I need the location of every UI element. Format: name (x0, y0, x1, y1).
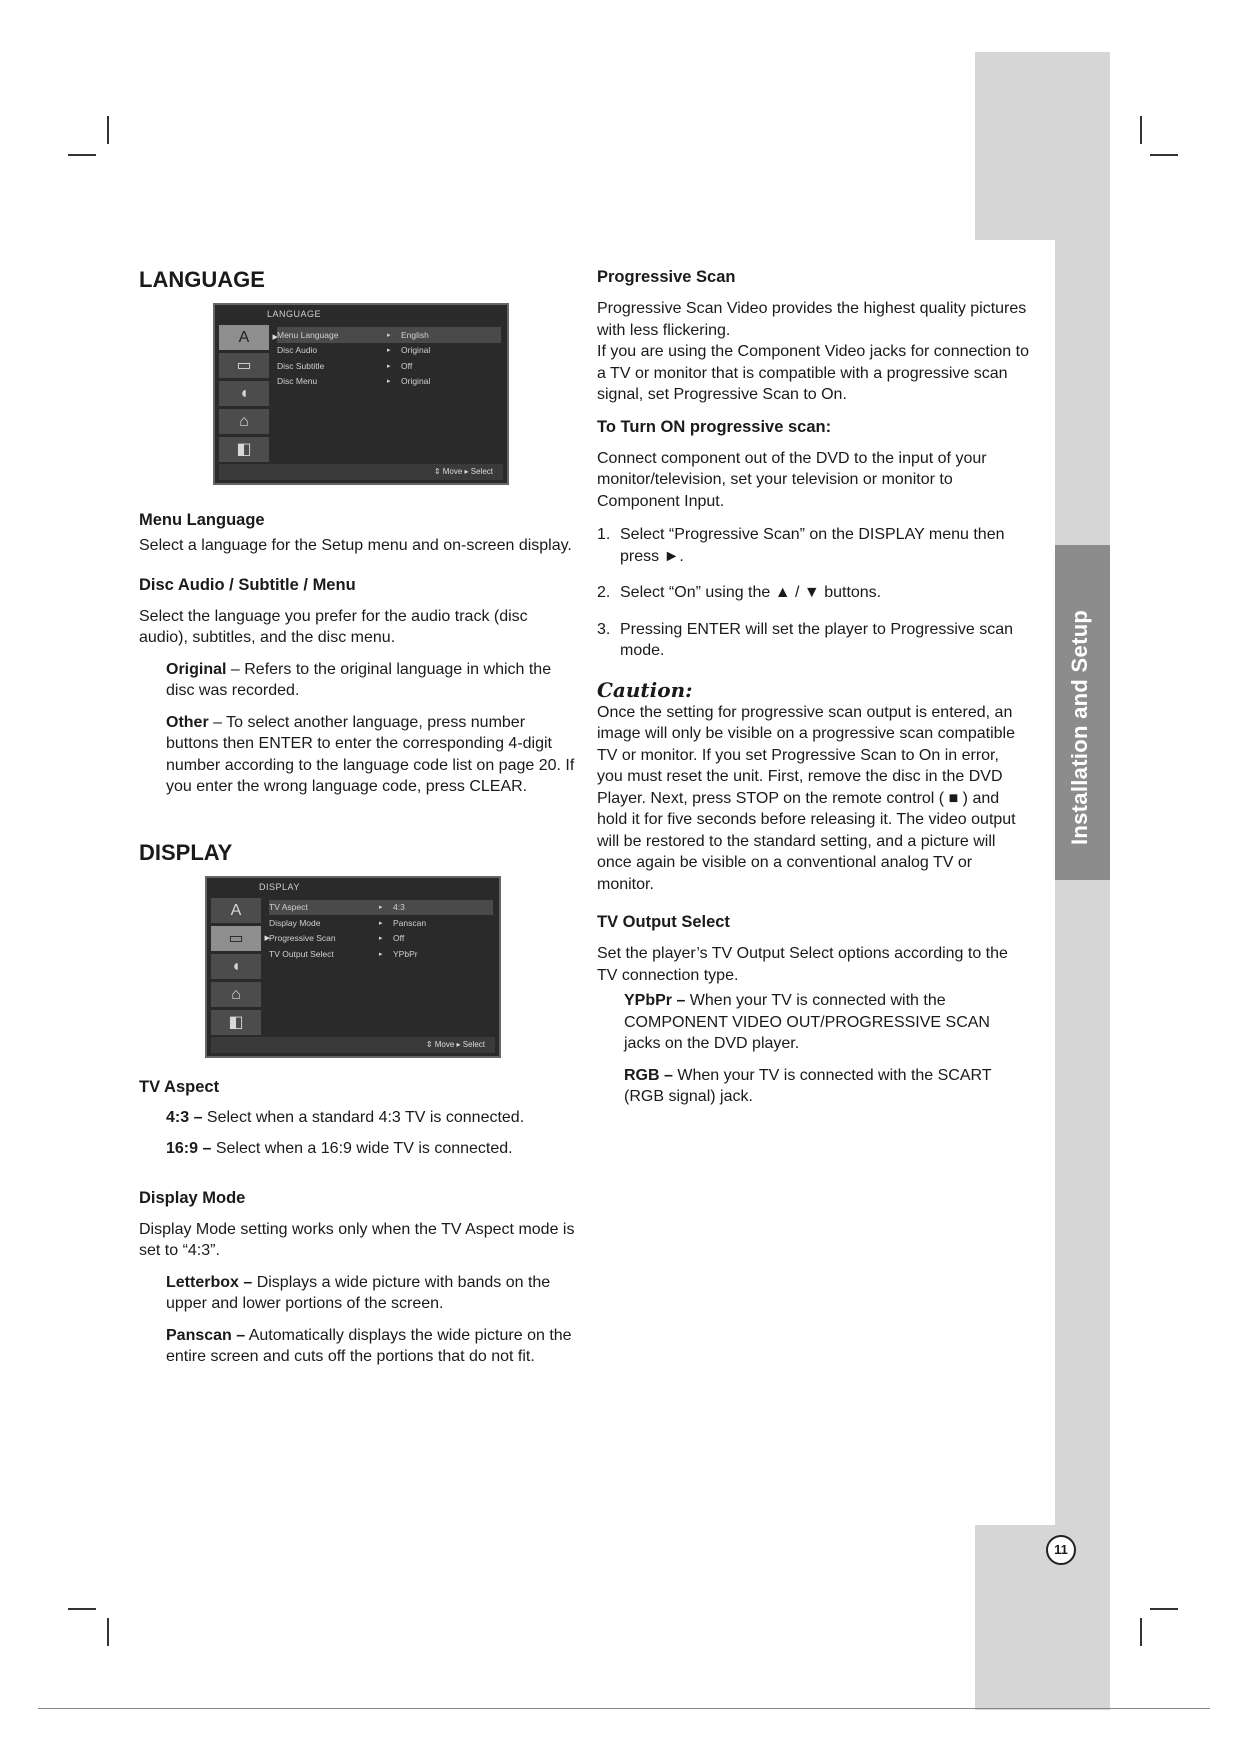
crop-mark (107, 1618, 109, 1646)
panscan-option (139, 1325, 579, 1368)
rgb-description: When your TV is connected with the SCART (RGB signal) jack. (624, 1066, 992, 1105)
original-option (139, 659, 579, 702)
panscan-description: Automatically displays the wide picture on the entire screen and cuts off the portions that do not fit. (166, 1326, 572, 1365)
language-icon: A ▸ (219, 325, 269, 350)
osd-row (277, 374, 501, 390)
sidebar-band-top (975, 52, 1110, 240)
page-number: 11 (1046, 1535, 1076, 1565)
crop-mark (107, 116, 109, 144)
tv-aspect-heading: TV Aspect (139, 1077, 220, 1096)
disc-audio-text: Select the language you prefer for the audio track (disc audio), subtitles, and the disc menu. (139, 607, 528, 646)
crop-mark (1140, 1618, 1142, 1646)
lock-icon: ⌂ (211, 982, 261, 1007)
osd-row-value: Original (401, 376, 431, 387)
osd-row (269, 946, 493, 962)
osd-row-value: YPbPr (393, 948, 418, 959)
osd-rows (277, 327, 501, 389)
language-icon: A (211, 898, 261, 923)
step-text: Pressing ENTER will set the player to Progressive scan mode. (620, 620, 1014, 659)
osd-row (269, 915, 493, 931)
disc-audio-subtitle-menu-heading: Disc Audio / Subtitle / Menu (139, 575, 356, 594)
language-menu-screenshot (213, 303, 509, 485)
aspect-43-description: Select when a standard 4:3 TV is connected. (202, 1108, 525, 1126)
original-description: – Refers to the original language in which the disc was recorded. (166, 660, 552, 699)
crop-mark (68, 154, 96, 156)
display-menu-screenshot (205, 876, 501, 1058)
caution-text: Once the setting for progressive scan output is entered, an image will only be visible on a progressive scan compatible TV or monitor. If you set Progressive Scan to On in error, you must reset the unit. First, remove the disc in the DVD Player. Next, press STOP on the remote control ( ■ ) and hold it for five seconds before releasing it. The video output will be restored to the standard setting, and a picture will once again be visible on a conventional analog TV or monitor. (597, 703, 1016, 893)
aspect-169-description: Select when a 16:9 wide TV is connected. (211, 1140, 513, 1157)
display-mode-heading: Display Mode (139, 1188, 246, 1207)
menu-language-text: Select a language for the Setup menu and on-screen display. (139, 537, 572, 554)
step-item (597, 524, 1029, 567)
crop-mark (68, 1608, 96, 1610)
osd-row (269, 931, 493, 947)
osd-footer: ⇕ Move ▸ Select (211, 1037, 495, 1053)
rgb-term: RGB – (624, 1066, 673, 1084)
progressive-scan-heading: Progressive Scan (597, 268, 736, 286)
osd-row-label: TV Output Select (269, 948, 334, 959)
menu-language-heading: Menu Language (139, 511, 265, 529)
crop-mark (1140, 116, 1142, 144)
osd-row-value: Off (393, 933, 405, 944)
osd-row-value: Off (401, 360, 413, 371)
letterbox-term: Letterbox – (166, 1273, 253, 1291)
osd-row-label: Disc Menu (277, 376, 318, 387)
step-text: Select “Progressive Scan” on the DISPLAY menu then press ►. (620, 526, 1005, 565)
osd-icon-column (219, 325, 269, 461)
osd-row-label: Menu Language (277, 329, 339, 340)
osd-footer: ⇕ Move ▸ Select (219, 464, 503, 480)
crop-mark (1150, 1608, 1178, 1610)
step-item (597, 582, 1029, 604)
osd-row-label: TV Aspect (269, 902, 308, 913)
panscan-term: Panscan – (166, 1326, 246, 1344)
audio-icon: ◖ (211, 954, 261, 979)
osd-row-arrow-icon: ▸ (387, 347, 391, 355)
osd-row-label: Disc Subtitle (277, 360, 325, 371)
osd-title: LANGUAGE (267, 309, 322, 319)
step-number: 1. (597, 526, 611, 543)
caution-title: Caution: (597, 677, 693, 702)
progressive-steps (597, 524, 1029, 662)
osd-row-label: Disc Audio (277, 345, 318, 356)
osd-row-arrow-icon: ▸ (387, 362, 391, 370)
osd-title: DISPLAY (259, 881, 300, 892)
osd-icon-column (211, 898, 261, 1034)
sidebar-band (1055, 240, 1110, 1525)
step-text: Select “On” using the ▲ / ▼ buttons. (620, 584, 882, 601)
ypbpr-term: YPbPr – (624, 992, 686, 1009)
step-item (597, 619, 1029, 662)
tv-output-text: Set the player’s TV Output Select options according to the TV connection type. (597, 945, 1008, 984)
osd-row-value: Original (401, 345, 431, 356)
others-icon: ◧ (219, 437, 269, 462)
other-description: – To select another language, press number buttons then ENTER to enter the corresponding 4-digit number according to the language code list on page 20. If you enter the wrong language code, press CLEAR. (166, 713, 575, 795)
osd-row-value: Panscan (393, 917, 427, 928)
step-number: 2. (597, 584, 611, 601)
tv-output-select-heading: TV Output Select (597, 913, 730, 931)
osd-row (277, 358, 501, 374)
section-tab-label: Installation and Setup (1067, 609, 1092, 845)
lock-icon: ⌂ (219, 409, 269, 434)
osd-row-arrow-icon: ▸ (379, 935, 383, 943)
original-term: Original (166, 660, 227, 678)
language-heading: LANGUAGE (139, 267, 265, 292)
crop-mark (1150, 154, 1178, 156)
osd-row-value: English (401, 329, 429, 340)
letterbox-description: Displays a wide picture with bands on the upper and lower portions of the screen. (166, 1273, 551, 1312)
turn-on-heading: To Turn ON progressive scan: (597, 417, 832, 436)
osd-row-label: Progressive Scan (269, 933, 336, 944)
osd-row-arrow-icon: ▸ (379, 919, 383, 927)
letterbox-option (139, 1272, 579, 1315)
osd-row (277, 343, 501, 359)
audio-icon: ◖ (219, 381, 269, 406)
other-option (139, 712, 579, 798)
ypbpr-description: When your TV is connected with the COMPONENT VIDEO OUT/PROGRESSIVE SCAN jacks on the DVD player. (624, 992, 990, 1052)
turn-on-text: Connect component out of the DVD to the input of your monitor/television, set your television or monitor to Component Input. (597, 449, 987, 510)
left-column (139, 266, 579, 1368)
display-heading: DISPLAY (139, 839, 233, 865)
display-icon: ▭ ▸ (211, 926, 261, 951)
aspect-169-option (139, 1138, 579, 1160)
others-icon: ◧ (211, 1010, 261, 1035)
aspect-169-term: 16:9 – (166, 1140, 212, 1157)
step-number: 3. (597, 620, 611, 638)
aspect-43-option (139, 1107, 579, 1129)
bottom-rule (38, 1708, 1210, 1709)
osd-row-arrow-icon: ▸ (387, 331, 391, 339)
osd-row-value: 4:3 (393, 902, 405, 913)
osd-row-label: Display Mode (269, 917, 321, 928)
progressive-intro-1: Progressive Scan Video provides the highest quality pictures with less flickering. (597, 300, 1027, 339)
osd-row-arrow-icon: ▸ (387, 378, 391, 386)
osd-rows (269, 900, 493, 962)
display-icon: ▭ (219, 353, 269, 378)
osd-row (269, 900, 493, 916)
progressive-intro-2: If you are using the Component Video jacks for connection to a TV or monitor that is compatible with a progressive scan signal, set Progressive Scan to On. (597, 343, 1029, 403)
aspect-43-term: 4:3 – (166, 1108, 203, 1126)
osd-row-arrow-icon: ▸ (379, 904, 383, 912)
sidebar-band-bottom (975, 1525, 1110, 1710)
display-mode-text: Display Mode setting works only when the TV Aspect mode is set to “4:3”. (139, 1220, 575, 1259)
osd-row-arrow-icon: ▸ (379, 950, 383, 958)
other-term: Other (166, 713, 209, 731)
right-column (597, 266, 1029, 1108)
rgb-option (597, 1065, 1029, 1108)
osd-row (277, 327, 501, 343)
ypbpr-option (597, 990, 1029, 1055)
